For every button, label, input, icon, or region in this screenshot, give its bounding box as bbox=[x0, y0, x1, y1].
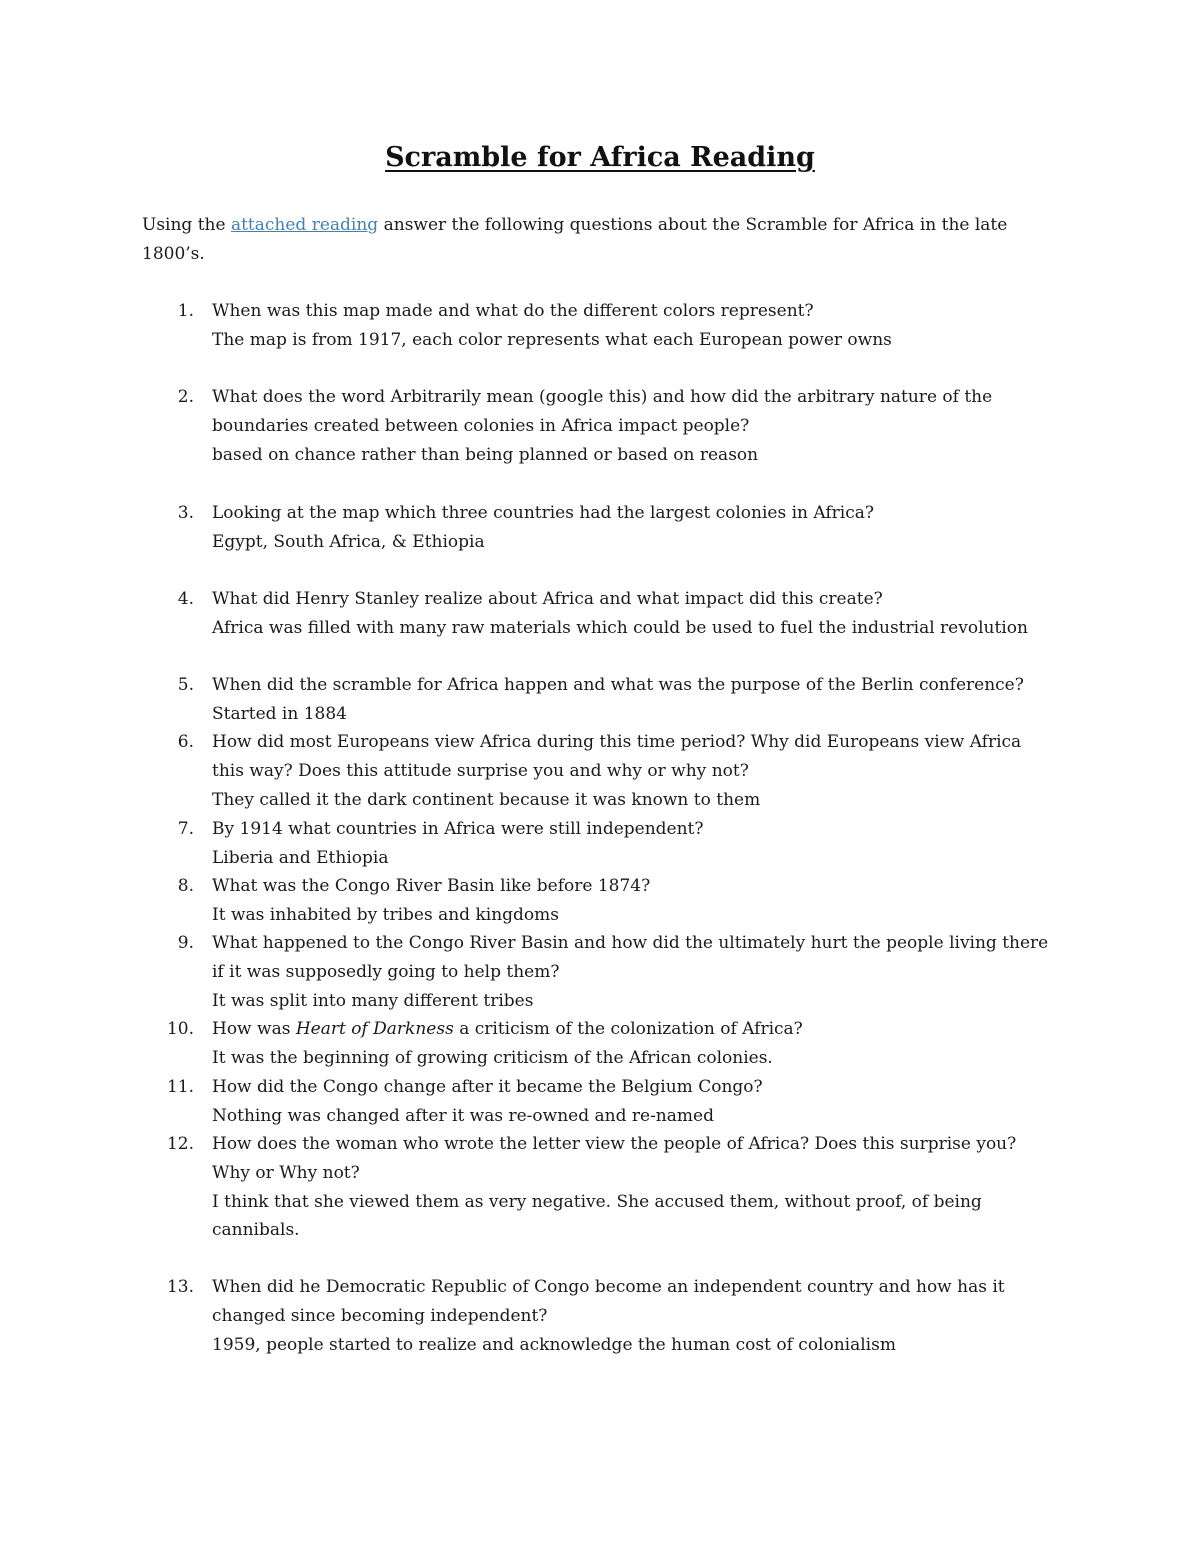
question-number: 8. bbox=[177, 876, 194, 896]
question-text: When did he Democratic Republic of Congo become an independent country and how has it bbox=[212, 1277, 1005, 1297]
question-text: if it was supposedly going to help them? bbox=[212, 961, 560, 982]
answer-text: cannibals. bbox=[212, 1220, 300, 1241]
question-text: What was the Congo River Basin like before 1874? bbox=[212, 876, 651, 896]
answer-text: based on chance rather than being planned or based on reason bbox=[212, 444, 759, 465]
question-number: 10. bbox=[166, 1019, 194, 1039]
page-title: Scramble for Africa Reading bbox=[385, 142, 815, 173]
book-title: Heart of Darkness bbox=[295, 1019, 454, 1039]
question-number: 7. bbox=[177, 819, 194, 839]
question-text: What did Henry Stanley realize about Africa and what impact did this create? bbox=[212, 589, 883, 609]
answer-text: Nothing was changed after it was re-owned and re-named bbox=[212, 1105, 714, 1126]
question-number: 3. bbox=[177, 503, 194, 523]
intro-prefix: Using the bbox=[142, 215, 231, 235]
question-text: When was this map made and what do the different colors represent? bbox=[212, 301, 814, 321]
question-text: How did the Congo change after it became the Belgium Congo? bbox=[212, 1077, 763, 1097]
question-number: 2. bbox=[177, 387, 194, 407]
question-number: 5. bbox=[177, 675, 194, 695]
question-suffix: a criticism of the colonization of Africa? bbox=[453, 1019, 803, 1039]
answer-text: Egypt, South Africa, & Ethiopia bbox=[212, 531, 485, 552]
answer-text: It was inhabited by tribes and kingdoms bbox=[212, 904, 559, 925]
question-text: What does the word Arbitrarily mean (google this) and how did the arbitrary nature of the bbox=[212, 387, 993, 407]
question-number: 11. bbox=[166, 1077, 194, 1097]
answer-text: Started in 1884 bbox=[212, 703, 347, 724]
answer-text: Africa was filled with many raw materials which could be used to fuel the industrial revolution bbox=[212, 617, 1028, 638]
question-text: changed since becoming independent? bbox=[212, 1305, 548, 1326]
question-text: How did most Europeans view Africa during this time period? Why did Europeans view Africa bbox=[212, 732, 1022, 752]
question-text bbox=[212, 1015, 1072, 1044]
question-text: By 1914 what countries in Africa were still independent? bbox=[212, 819, 704, 839]
intro-paragraph bbox=[142, 211, 1022, 269]
question-prefix: How was bbox=[212, 1019, 296, 1039]
question-text: Why or Why not? bbox=[212, 1162, 360, 1183]
question-number: 12. bbox=[166, 1134, 194, 1154]
question-text: When did the scramble for Africa happen and what was the purpose of the Berlin conference? bbox=[212, 675, 1024, 695]
question-text: boundaries created between colonies in Africa impact people? bbox=[212, 415, 750, 436]
question-text: Looking at the map which three countries had the largest colonies in Africa? bbox=[212, 503, 874, 523]
answer-text: They called it the dark continent because it was known to them bbox=[212, 789, 761, 810]
answer-text: 1959, people started to realize and acknowledge the human cost of colonialism bbox=[212, 1334, 896, 1355]
question-number: 6. bbox=[177, 732, 194, 752]
question-number: 9. bbox=[177, 933, 194, 953]
question-text: this way? Does this attitude surprise you and why or why not? bbox=[212, 760, 749, 781]
question-number: 4. bbox=[177, 589, 194, 609]
attached-reading-link[interactable]: attached reading bbox=[230, 215, 379, 235]
answer-text: It was split into many different tribes bbox=[212, 990, 534, 1011]
answer-text: The map is from 1917, each color represents what each European power owns bbox=[212, 329, 892, 350]
answer-text: I think that she viewed them as very negative. She accused them, without proof, of being bbox=[212, 1191, 982, 1212]
question-number: 1. bbox=[177, 301, 194, 321]
intro-suffix: answer the following questions about the Scramble for Africa in the late 1800’s. bbox=[142, 215, 1008, 264]
question-text: What happened to the Congo River Basin and how did the ultimately hurt the people living there bbox=[212, 933, 1049, 953]
answer-text: It was the beginning of growing criticism of the African colonies. bbox=[212, 1047, 773, 1068]
question-number: 13. bbox=[166, 1277, 194, 1297]
answer-text: Liberia and Ethiopia bbox=[212, 847, 389, 868]
question-text: How does the woman who wrote the letter view the people of Africa? Does this surprise you? bbox=[212, 1134, 1017, 1154]
